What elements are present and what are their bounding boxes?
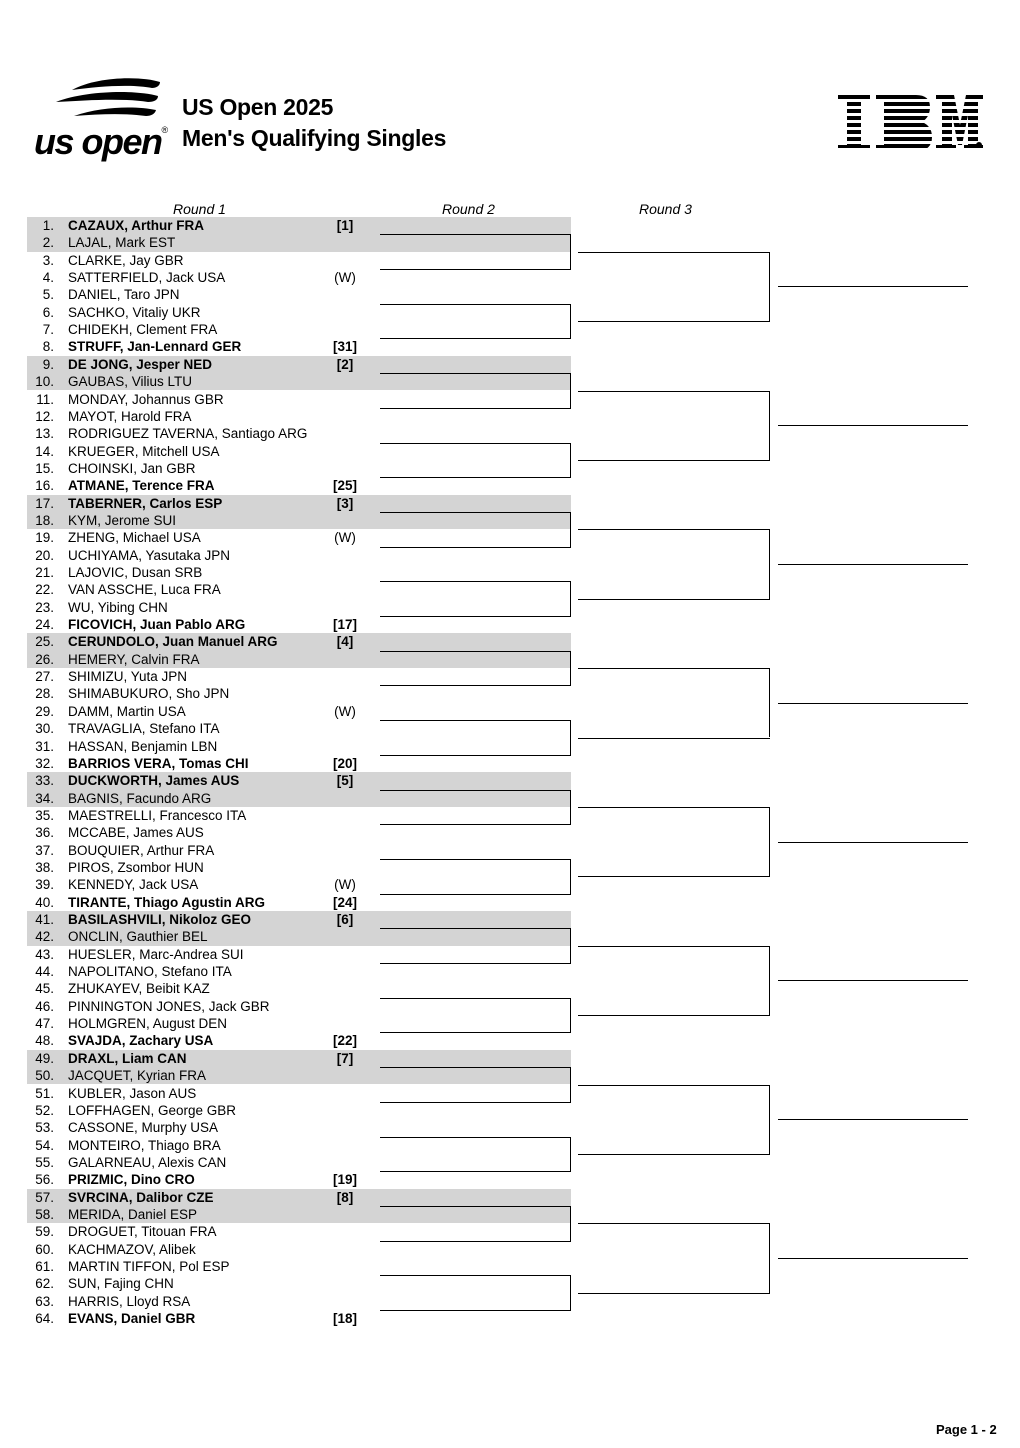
player-name: CHIDEKH, Clement FRA — [68, 322, 218, 338]
player-name: ATMANE, Terence FRA — [68, 478, 215, 494]
round3-slot-line — [578, 252, 770, 253]
player-name: GAUBAS, Vilius LTU — [68, 374, 193, 390]
player-name: SVAJDA, Zachary USA — [68, 1033, 214, 1049]
player-name: HASSAN, Benjamin LBN — [68, 738, 218, 754]
player-number: 13. — [35, 426, 54, 442]
player-name: KENNEDY, Jack USA — [68, 877, 199, 893]
player-seed: [1] — [336, 218, 354, 233]
player-number: 6. — [42, 304, 54, 320]
player-name: MONTEIRO, Thiago BRA — [68, 1137, 221, 1153]
player-number: 30. — [35, 721, 54, 737]
player-number: 58. — [35, 1206, 54, 1222]
player-name: UCHIYAMA, Yasutaka JPN — [68, 547, 231, 563]
round3-slot-line — [578, 738, 770, 739]
player-name: PINNINGTON JONES, Jack GBR — [68, 998, 270, 1014]
player-name: HUESLER, Marc-Andrea SUI — [68, 946, 244, 962]
player-number: 62. — [35, 1276, 54, 1292]
player-number: 53. — [35, 1120, 54, 1136]
player-number: 9. — [42, 356, 54, 372]
round3-slot-line — [578, 1154, 770, 1155]
round2-connector — [570, 651, 571, 686]
qualifier-slot-line — [778, 564, 968, 565]
player-seed: [17] — [332, 617, 357, 633]
player-name: WU, Yibing CHN — [68, 599, 168, 615]
round2-slot-line — [380, 477, 571, 478]
round-2-header: Round 2 — [442, 201, 495, 217]
player-name: DUCKWORTH, James AUS — [68, 773, 240, 789]
round2-connector — [570, 443, 571, 478]
player-number: 43. — [35, 946, 54, 962]
player-name: CAZAUX, Arthur FRA — [68, 218, 204, 233]
qualifier-slot-line — [778, 842, 968, 843]
round2-slot-line — [380, 547, 571, 548]
player-name: TIRANTE, Thiago Agustin ARG — [68, 894, 265, 910]
player-name: BAGNIS, Facundo ARG — [68, 790, 212, 806]
player-seed: (W) — [334, 703, 356, 719]
player-number: 39. — [35, 877, 54, 893]
round2-slot-line — [380, 304, 571, 305]
player-name: LAJOVIC, Dusan SRB — [68, 565, 203, 580]
player-name: DANIEL, Taro JPN — [68, 287, 180, 303]
player-number: 1. — [42, 218, 54, 233]
round3-connector — [769, 252, 770, 321]
player-name: DROGUET, Titouan FRA — [68, 1224, 217, 1240]
round-1-header: Round 1 — [173, 201, 226, 217]
player-number: 49. — [35, 1050, 54, 1066]
player-name: MERIDA, Daniel ESP — [68, 1206, 198, 1222]
round3-slot-line — [578, 1085, 770, 1086]
player-name: MARTIN TIFFON, Pol ESP — [68, 1259, 230, 1274]
player-name: HARRIS, Lloyd RSA — [68, 1293, 191, 1309]
round-3-header: Round 3 — [639, 201, 692, 217]
qualifier-slot-line — [778, 1258, 968, 1259]
logo-text: us open — [34, 121, 162, 162]
player-seed: (W) — [334, 270, 356, 286]
round3-slot-line — [578, 321, 770, 322]
round3-slot-line — [578, 529, 770, 530]
player-number: 10. — [35, 374, 54, 390]
round2-slot-line — [380, 720, 571, 721]
round3-slot-line — [578, 460, 770, 461]
player-number: 56. — [35, 1172, 54, 1188]
player-seed: [24] — [332, 894, 357, 910]
page-title: US Open 2025 — [182, 94, 334, 120]
player-name: LAJAL, Mark EST — [68, 235, 176, 251]
player-number: 42. — [35, 929, 54, 945]
round2-connector — [570, 1275, 571, 1310]
round2-slot-line — [380, 755, 571, 756]
round3-slot-line — [578, 876, 770, 877]
round2-slot-line — [380, 1171, 571, 1172]
round2-connector — [570, 581, 571, 616]
round2-slot-line — [380, 685, 571, 686]
player-name: HEMERY, Calvin FRA — [68, 651, 200, 667]
player-number: 29. — [35, 703, 54, 719]
round3-slot-line — [578, 668, 770, 669]
player-seed: [19] — [332, 1172, 357, 1188]
round2-connector — [570, 304, 571, 339]
round2-slot-line — [380, 512, 571, 513]
round3-slot-line — [578, 1293, 770, 1294]
player-name: NAPOLITANO, Stefano ITA — [68, 964, 232, 980]
round2-slot-line — [380, 1102, 571, 1103]
qualifier-slot-line — [778, 1119, 968, 1120]
player-number: 55. — [35, 1154, 54, 1170]
player-number: 26. — [35, 651, 54, 667]
player-number: 3. — [42, 252, 54, 268]
player-name: LOFFHAGEN, George GBR — [68, 1102, 237, 1118]
player-name: PIROS, Zsombor HUN — [68, 859, 204, 875]
player-name: KYM, Jerome SUI — [68, 512, 177, 528]
player-name: TRAVAGLIA, Stefano ITA — [68, 721, 220, 737]
player-name: FICOVICH, Juan Pablo ARG — [68, 617, 246, 633]
round2-slot-line — [380, 408, 571, 409]
player-name: ZHENG, Michael USA — [68, 530, 201, 546]
player-number: 47. — [35, 1016, 54, 1032]
player-number: 31. — [35, 738, 54, 754]
player-number: 12. — [35, 408, 54, 424]
player-number: 8. — [42, 339, 54, 355]
player-number: 15. — [35, 460, 54, 476]
player-name: DRAXL, Liam CAN — [68, 1050, 187, 1066]
player-number: 46. — [35, 998, 54, 1014]
round2-slot-line — [380, 998, 571, 999]
player-seed: [22] — [332, 1033, 357, 1049]
round2-slot-line — [380, 1310, 571, 1311]
player-name: BOUQUIER, Arthur FRA — [68, 842, 215, 858]
player-name: TABERNER, Carlos ESP — [68, 495, 223, 511]
player-seed: [4] — [336, 634, 354, 650]
player-seed: [25] — [332, 478, 357, 494]
player-name: EVANS, Daniel GBR — [68, 1311, 196, 1327]
player-number: 21. — [35, 565, 54, 580]
player-number: 11. — [36, 391, 54, 407]
player-number: 16. — [35, 478, 54, 494]
player-name: ONCLIN, Gauthier BEL — [68, 929, 208, 945]
player-number: 20. — [35, 547, 54, 563]
round2-connector — [570, 1067, 571, 1102]
qualifier-slot-line — [778, 980, 968, 981]
player-number: 54. — [35, 1137, 54, 1153]
player-number: 59. — [35, 1224, 54, 1240]
player-number: 51. — [35, 1085, 54, 1101]
round2-slot-line — [380, 963, 571, 964]
player-number: 22. — [35, 582, 54, 598]
player-number: 28. — [35, 686, 54, 702]
player-name: BARRIOS VERA, Tomas CHI — [68, 755, 249, 771]
round3-connector — [769, 1085, 770, 1154]
round2-slot-line — [380, 1067, 571, 1068]
player-number: 52. — [35, 1102, 54, 1118]
player-seed: [8] — [336, 1189, 354, 1205]
round2-connector — [570, 720, 571, 755]
player-number: 18. — [35, 512, 54, 528]
player-number: 23. — [35, 599, 54, 615]
round2-slot-line — [380, 338, 571, 339]
player-name: RODRIGUEZ TAVERNA, Santiago ARG — [68, 426, 308, 442]
round2-connector — [570, 512, 571, 547]
player-name: PRIZMIC, Dino CRO — [68, 1172, 195, 1188]
round2-connector — [570, 790, 571, 825]
player-name: CASSONE, Murphy USA — [68, 1120, 219, 1136]
round2-slot-line — [380, 234, 571, 235]
player-number: 5. — [42, 287, 54, 303]
player-seed: [3] — [336, 495, 354, 511]
player-number: 44. — [35, 964, 54, 980]
round2-slot-line — [380, 1206, 571, 1207]
player-number: 40. — [35, 894, 54, 910]
player-name: KACHMAZOV, Alibek — [68, 1241, 196, 1257]
round2-connector — [570, 928, 571, 963]
round3-connector — [769, 391, 770, 460]
player-seed: [6] — [336, 912, 354, 927]
player-number: 27. — [35, 669, 54, 685]
player-name: ZHUKAYEV, Beibit KAZ — [68, 981, 210, 997]
round3-slot-line — [578, 946, 770, 947]
round2-slot-line — [380, 1241, 571, 1242]
round2-slot-line — [380, 616, 571, 617]
round3-connector — [769, 529, 770, 598]
player-number: 19. — [35, 530, 54, 546]
player-name: SHIMABUKURO, Sho JPN — [68, 686, 230, 702]
player-name: KRUEGER, Mitchell USA — [68, 443, 220, 459]
player-number: 24. — [35, 617, 54, 633]
player-number: 4. — [42, 270, 54, 286]
player-name: MAYOT, Harold FRA — [68, 408, 192, 424]
player-number: 60. — [35, 1241, 54, 1257]
qualifier-slot-line — [778, 703, 968, 704]
player-name: STRUFF, Jan-Lennard GER — [68, 339, 242, 355]
round2-slot-line — [380, 443, 571, 444]
round3-slot-line — [578, 599, 770, 600]
player-number: 36. — [35, 825, 54, 841]
player-name: SACHKO, Vitaliy UKR — [68, 304, 201, 320]
round2-connector — [570, 234, 571, 269]
round2-slot-line — [380, 790, 571, 791]
round3-connector — [769, 946, 770, 1015]
round2-slot-line — [380, 928, 571, 929]
round3-connector — [769, 668, 770, 737]
player-seed: (W) — [334, 530, 356, 546]
player-name: SUN, Fajing CHN — [68, 1276, 174, 1292]
player-number: 64. — [35, 1311, 54, 1327]
player-number: 63. — [35, 1293, 54, 1309]
round2-slot-line — [380, 859, 571, 860]
player-name: VAN ASSCHE, Luca FRA — [68, 582, 221, 598]
player-name: MCCABE, James AUS — [68, 825, 204, 841]
player-seed: [18] — [332, 1311, 357, 1327]
player-number: 2. — [42, 235, 54, 251]
round2-connector — [570, 373, 571, 408]
player-number: 32. — [35, 755, 54, 771]
player-name: BASILASHVILI, Nikoloz GEO — [68, 912, 252, 927]
round3-slot-line — [578, 807, 770, 808]
round2-connector — [570, 859, 571, 894]
player-number: 45. — [35, 981, 54, 997]
player-name: KUBLER, Jason AUS — [68, 1085, 197, 1101]
round2-slot-line — [380, 1137, 571, 1138]
round3-connector — [769, 807, 770, 876]
player-name: JACQUET, Kyrian FRA — [68, 1068, 207, 1084]
us-open-wordmark: us open® — [34, 121, 167, 162]
round2-slot-line — [380, 1032, 571, 1033]
round2-connector — [570, 1137, 571, 1172]
player-number: 48. — [35, 1033, 54, 1049]
player-name: HOLMGREN, August DEN — [68, 1016, 228, 1032]
round2-slot-line — [380, 894, 571, 895]
player-number: 41. — [35, 912, 54, 927]
round2-connector — [570, 1206, 571, 1241]
player-name: SVRCINA, Dalibor CZE — [68, 1189, 214, 1205]
player-seed: (W) — [334, 877, 356, 893]
page-subtitle: Men's Qualifying Singles — [182, 125, 447, 151]
round3-connector — [769, 1223, 770, 1292]
round2-slot-line — [380, 269, 571, 270]
player-number: 25. — [35, 634, 54, 650]
page-number: Page 1 - 2 — [936, 1422, 997, 1437]
player-number: 14. — [35, 443, 54, 459]
player-name: DAMM, Martin USA — [68, 703, 186, 719]
player-number: 34. — [35, 790, 54, 806]
player-number: 38. — [35, 859, 54, 875]
qualifier-slot-line — [778, 286, 968, 287]
round2-slot-line — [380, 824, 571, 825]
player-number: 35. — [35, 807, 54, 823]
round3-slot-line — [578, 1223, 770, 1224]
player-name: MONDAY, Johannus GBR — [68, 391, 224, 407]
player-number: 61. — [35, 1259, 54, 1274]
player-number: 37. — [35, 842, 54, 858]
round2-slot-line — [380, 651, 571, 652]
player-number: 50. — [35, 1068, 54, 1084]
player-seed: [7] — [336, 1050, 354, 1066]
qualifier-slot-line — [778, 425, 968, 426]
player-name: CLARKE, Jay GBR — [68, 252, 184, 268]
player-name: CHOINSKI, Jan GBR — [68, 460, 196, 476]
player-number: 57. — [35, 1189, 54, 1205]
player-name: GALARNEAU, Alexis CAN — [68, 1154, 227, 1170]
player-seed: [2] — [336, 356, 354, 372]
player-number: 33. — [35, 773, 54, 789]
round3-slot-line — [578, 1015, 770, 1016]
round2-slot-line — [380, 1275, 571, 1276]
player-name: SHIMIZU, Yuta JPN — [68, 669, 188, 685]
player-number: 17. — [35, 495, 54, 511]
player-seed: [31] — [332, 339, 357, 355]
round2-slot-line — [380, 581, 571, 582]
round2-slot-line — [380, 373, 571, 374]
player-name: DE JONG, Jesper NED — [68, 356, 213, 372]
round2-connector — [570, 998, 571, 1033]
player-name: SATTERFIELD, Jack USA — [68, 270, 226, 286]
player-number: 7. — [42, 322, 54, 338]
player-name: CERUNDOLO, Juan Manuel ARG — [68, 634, 278, 650]
player-seed: [5] — [336, 773, 354, 789]
player-name: MAESTRELLI, Francesco ITA — [68, 807, 247, 823]
round3-slot-line — [578, 391, 770, 392]
player-seed: [20] — [332, 755, 357, 771]
